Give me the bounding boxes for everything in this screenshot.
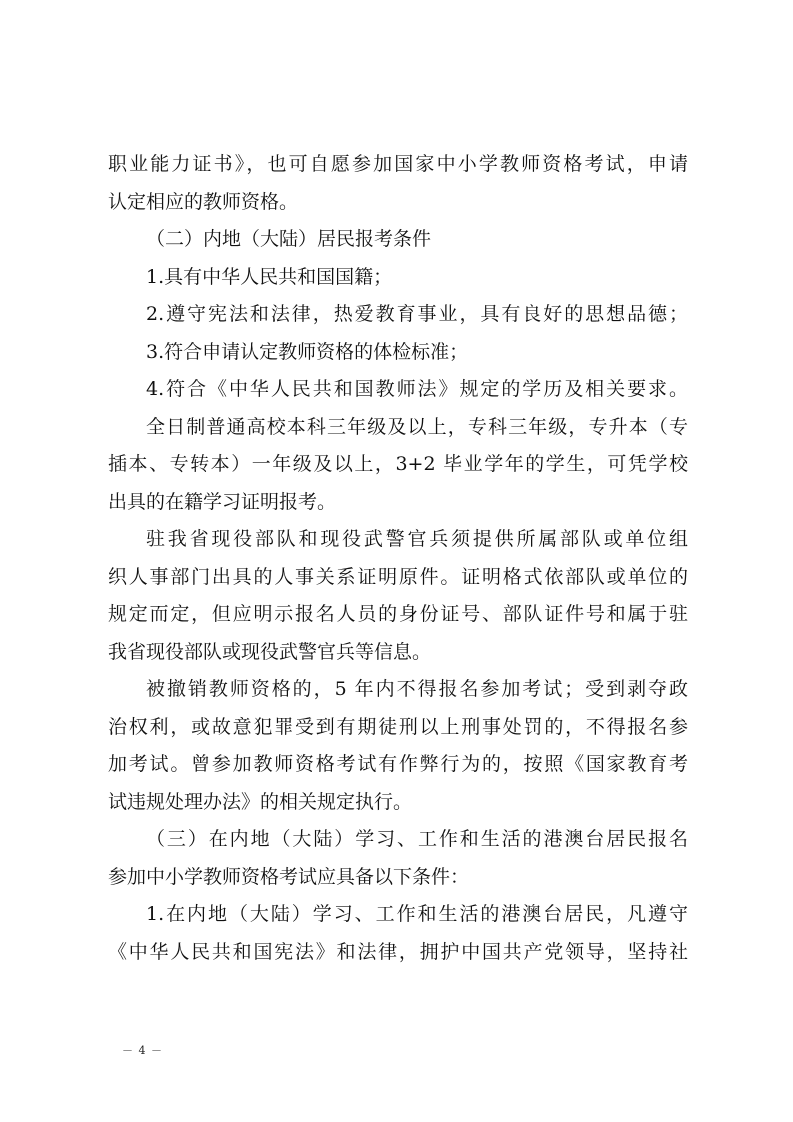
section-heading: （二）内地（大陆）居民报考条件 <box>146 228 432 250</box>
text-line: 出具的在籍学习证明报考。 <box>108 490 337 513</box>
text-line: 织人事部门出具的人事关系证明原件。证明格式依部队或单位的 <box>108 565 688 588</box>
text-line: 我省现役部队或现役武警官兵等信息。 <box>108 640 432 663</box>
text-line: 治权利，或故意犯罪受到有期徒刑以上刑事处罚的，不得报名参 <box>108 715 688 738</box>
text-line: 插本、专转本）一年级及以上，3+2 毕业学年的学生，可凭学校 <box>108 453 688 475</box>
text-line: 职业能力证书》，也可自愿参加国家中小学教师资格考试，申请 <box>108 153 688 175</box>
list-item: 3.符合申请认定教师资格的体检标准； <box>146 340 469 363</box>
text-line: 全日制普通高校本科三年级及以上，专科三年级，专升本（专 <box>146 415 688 438</box>
text-line: 驻我省现役部队和现役武警官兵须提供所属部队或单位组 <box>146 528 688 550</box>
text-line: 加考试。曾参加教师资格考试有作弊行为的，按照《国家教育考 <box>108 753 688 775</box>
list-item: 1.在内地（大陆）学习、工作和生活的港澳台居民，凡遵守 <box>146 903 688 925</box>
document-body <box>108 146 688 971</box>
text-line: 规定而定，但应明示报名人员的身份证号、部队证件号和属于驻 <box>108 603 688 625</box>
list-item: 2.遵守宪法和法律，热爱教育事业，具有良好的思想品德； <box>146 303 688 325</box>
text-line: 试违规处理办法》的相关规定执行。 <box>108 790 413 813</box>
text-line: 被撤销教师资格的，5 年内不得报名参加考试；受到剥夺政 <box>146 678 688 700</box>
list-item: 4.符合《中华人民共和国教师法》规定的学历及相关要求。 <box>146 378 688 400</box>
page-number: － 4 － <box>122 1044 163 1057</box>
section-heading: （三）在内地（大陆）学习、工作和生活的港澳台居民报名 <box>146 828 688 850</box>
list-item: 1.具有中华人民共和国国籍； <box>146 265 393 288</box>
text-line: 认定相应的教师资格。 <box>108 190 299 213</box>
section-heading: 参加中小学教师资格考试应具备以下条件： <box>108 865 470 888</box>
text-line: 《中华人民共和国宪法》和法律，拥护中国共产党领导，坚持社 <box>108 940 688 963</box>
